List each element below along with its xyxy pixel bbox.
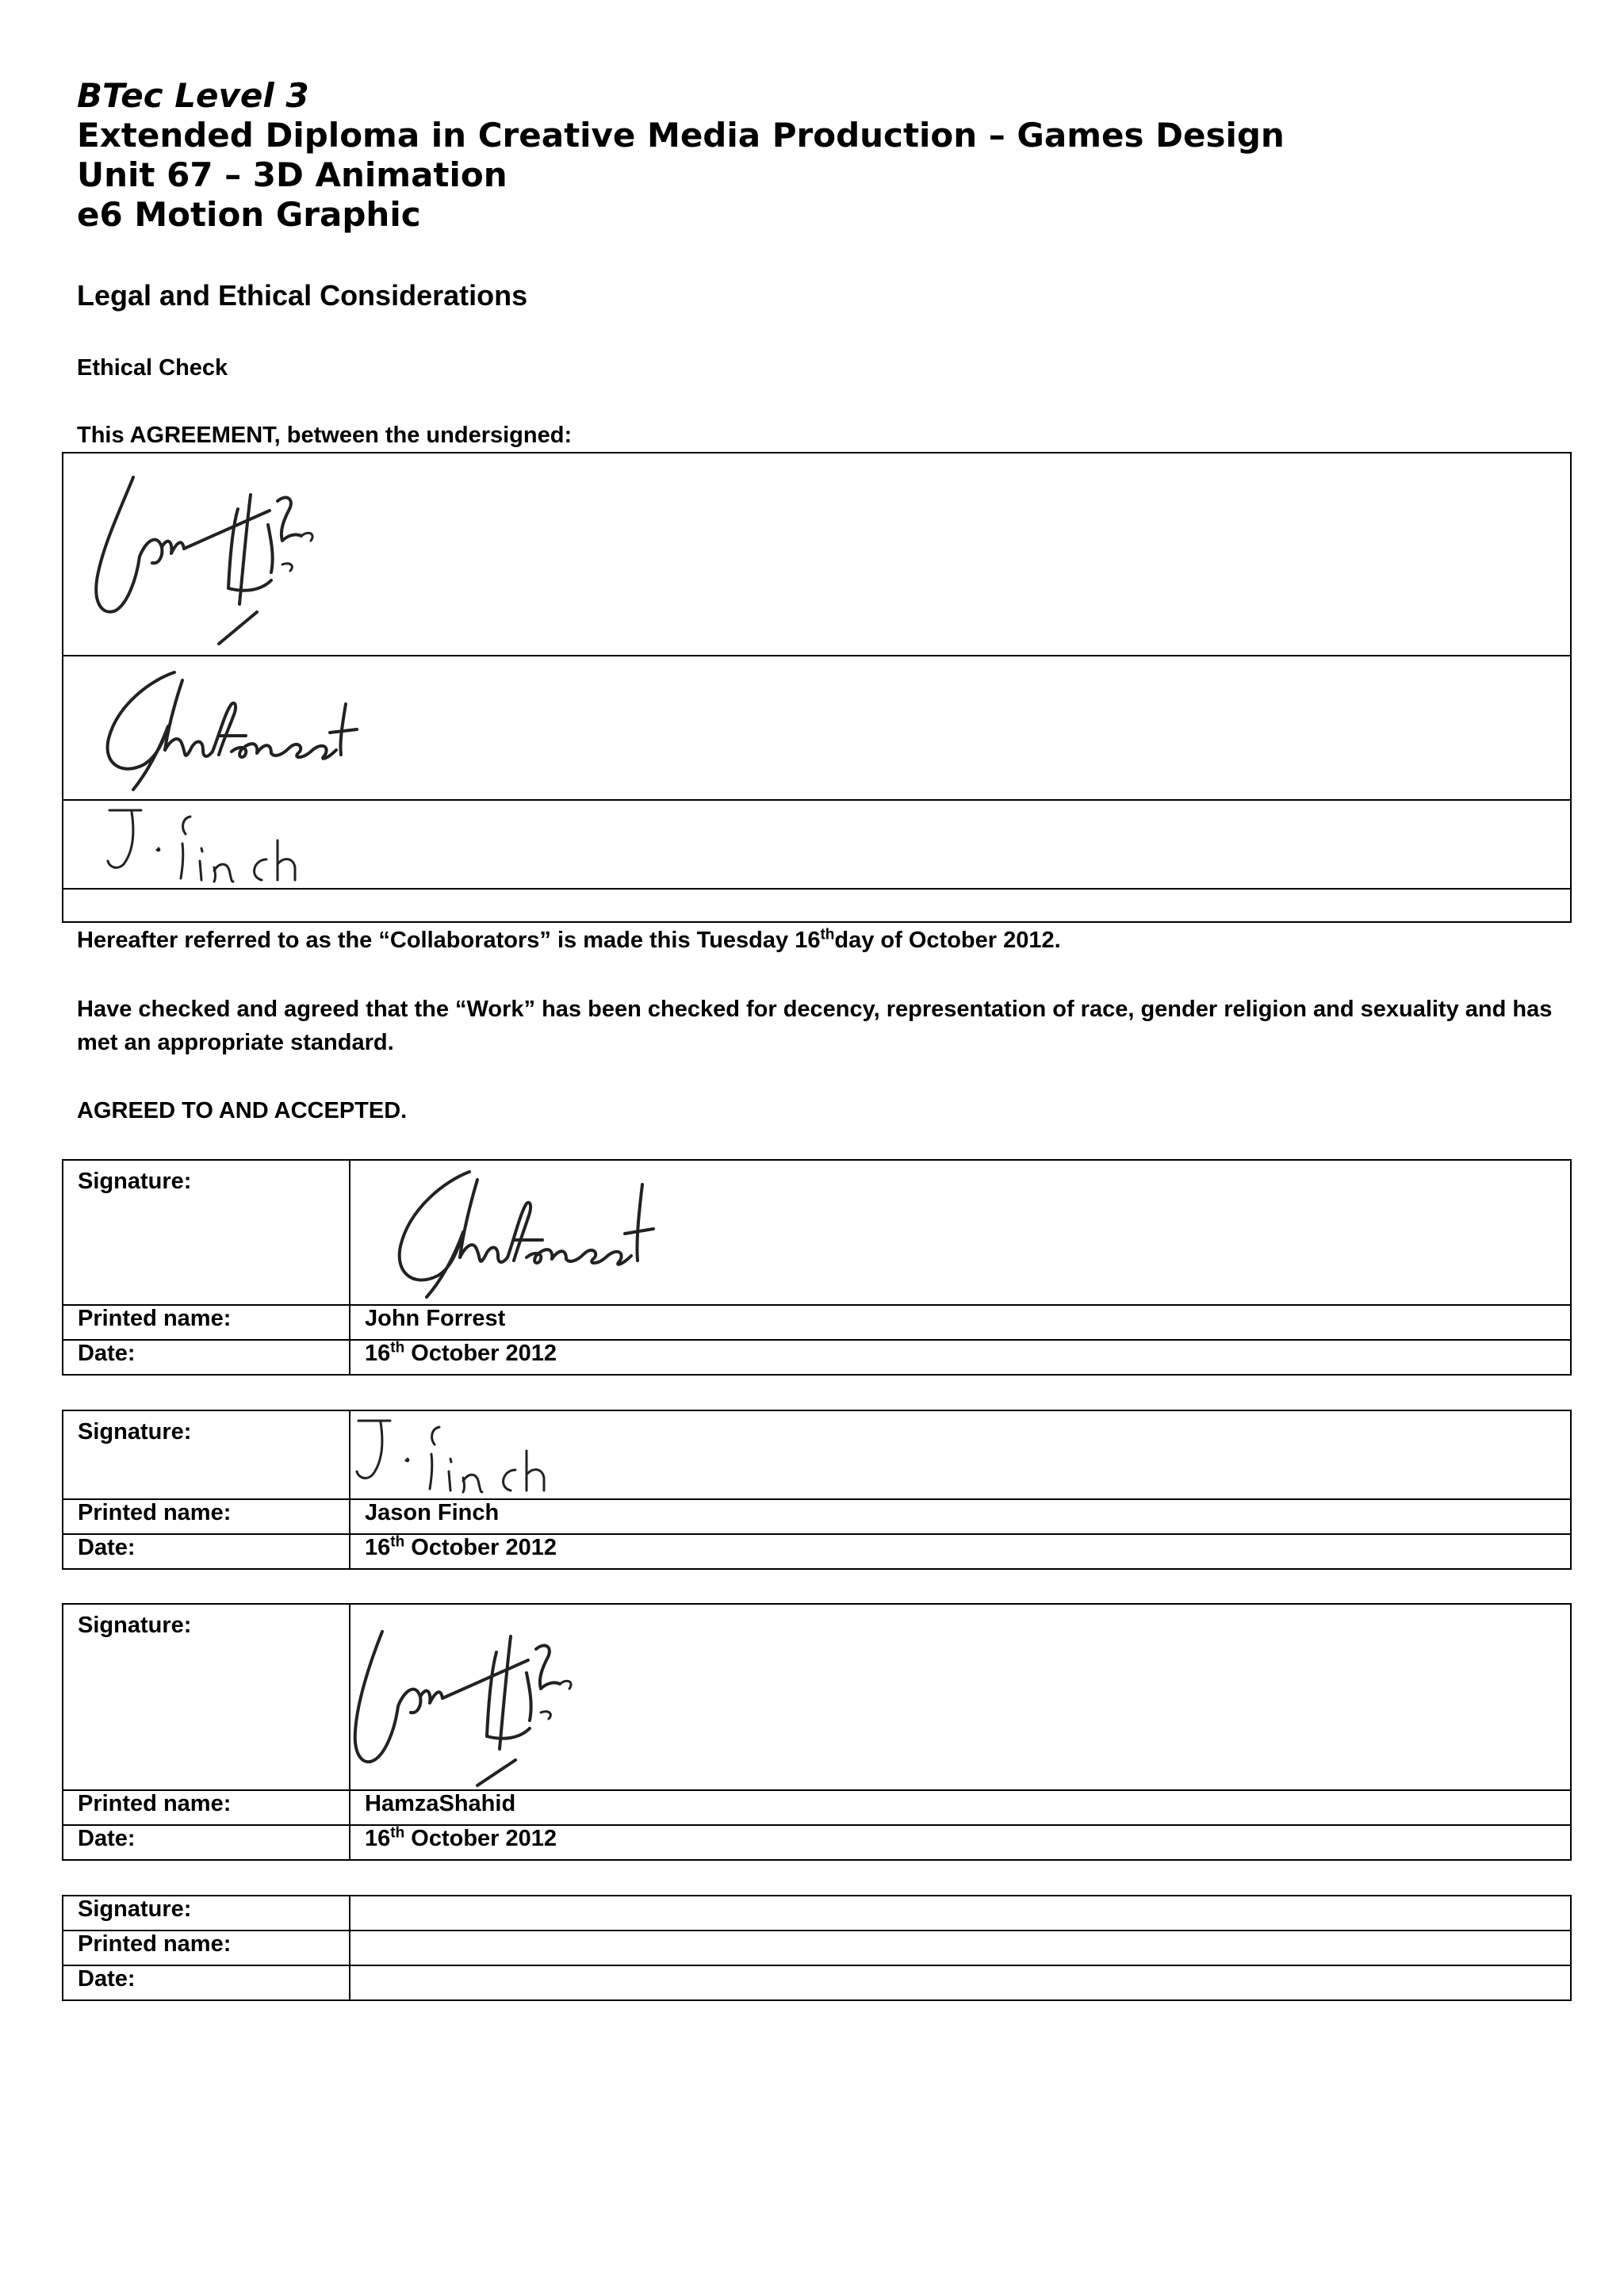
signature-row — [63, 1410, 1571, 1499]
printed-name-row — [63, 1305, 1571, 1340]
signature-row — [63, 1160, 1571, 1305]
date-value: 16th October 2012 — [350, 1534, 1571, 1569]
signature-block — [62, 1159, 1572, 1376]
printed-name-label: Printed name: — [63, 1305, 350, 1340]
section-title: Legal and Ethical Considerations — [77, 279, 528, 312]
signature-block-empty — [62, 1895, 1572, 2001]
header-unit: Unit 67 – 3D Animation — [77, 155, 508, 194]
printed-name-value: Jason Finch — [350, 1499, 1571, 1534]
undersigned-row — [63, 453, 1571, 656]
jason-signature-image — [63, 801, 396, 888]
hamza-signature-image — [350, 1605, 684, 1789]
undersigned-table — [62, 452, 1572, 923]
header-level: BTec Level 3 — [77, 76, 309, 115]
undersigned-row — [63, 889, 1571, 922]
date-value — [350, 1965, 1571, 2000]
undersigned-empty-cell — [63, 889, 1571, 922]
date-row — [63, 1534, 1571, 1569]
date-label: Date: — [63, 1340, 350, 1375]
hamza-signature-image — [63, 453, 396, 652]
printed-name-value: HamzaShahid — [350, 1790, 1571, 1825]
subsection-title: Ethical Check — [77, 355, 228, 381]
john-signature-image — [63, 656, 396, 799]
signature-cell — [350, 1896, 1571, 1931]
signature-row — [63, 1896, 1571, 1931]
printed-name-value: John Forrest — [350, 1305, 1571, 1340]
jason-signature-image — [350, 1411, 684, 1498]
header-assignment: e6 Motion Graphic — [77, 195, 421, 234]
john-signature-image — [350, 1161, 684, 1303]
printed-name-row — [63, 1499, 1571, 1534]
checked-statement: Have checked and agreed that the “Work” has been checked for decency, representation of race, gender religion and sexuality and has met an appropriate standard. — [77, 997, 1553, 1055]
header-course: Extended Diploma in Creative Media Production – Games Design — [77, 116, 1285, 155]
date-value: 16th October 2012 — [350, 1340, 1571, 1375]
signature-label: Signature: — [63, 1410, 350, 1499]
date-row — [63, 1965, 1571, 2000]
undersigned-signature-cell — [63, 656, 1571, 800]
undersigned-row — [63, 656, 1571, 800]
signature-cell — [350, 1410, 1571, 1499]
signature-block — [62, 1410, 1572, 1570]
date-label: Date: — [63, 1965, 350, 2000]
printed-name-label: Printed name: — [63, 1790, 350, 1825]
signature-label: Signature: — [63, 1896, 350, 1931]
collaborators-text-sup: th — [820, 926, 835, 943]
printed-name-row — [63, 1931, 1571, 1965]
signature-cell — [350, 1160, 1571, 1305]
date-row — [63, 1340, 1571, 1375]
signature-block — [62, 1603, 1572, 1861]
signature-row — [63, 1604, 1571, 1790]
undersigned-signature-cell — [63, 453, 1571, 656]
undersigned-signature-cell — [63, 800, 1571, 889]
document-header — [77, 76, 1285, 235]
agreement-intro: This AGREEMENT, between the undersigned: — [77, 423, 573, 448]
date-row — [63, 1825, 1571, 1860]
collaborators-text-before: Hereafter referred to as the “Collaborators” is made this Tuesday 16 — [77, 928, 821, 953]
printed-name-row — [63, 1790, 1571, 1825]
agreed-statement: AGREED TO AND ACCEPTED. — [77, 1098, 408, 1123]
signature-label: Signature: — [63, 1604, 350, 1790]
undersigned-row — [63, 800, 1571, 889]
collaborators-statement — [77, 924, 1568, 957]
collaborators-text-after: day of October 2012. — [834, 928, 1061, 953]
signature-label: Signature: — [63, 1160, 350, 1305]
date-label: Date: — [63, 1825, 350, 1860]
printed-name-label: Printed name: — [63, 1931, 350, 1965]
signature-cell — [350, 1604, 1571, 1790]
printed-name-value — [350, 1931, 1571, 1965]
printed-name-label: Printed name: — [63, 1499, 350, 1534]
date-value: 16th October 2012 — [350, 1825, 1571, 1860]
date-label: Date: — [63, 1534, 350, 1569]
